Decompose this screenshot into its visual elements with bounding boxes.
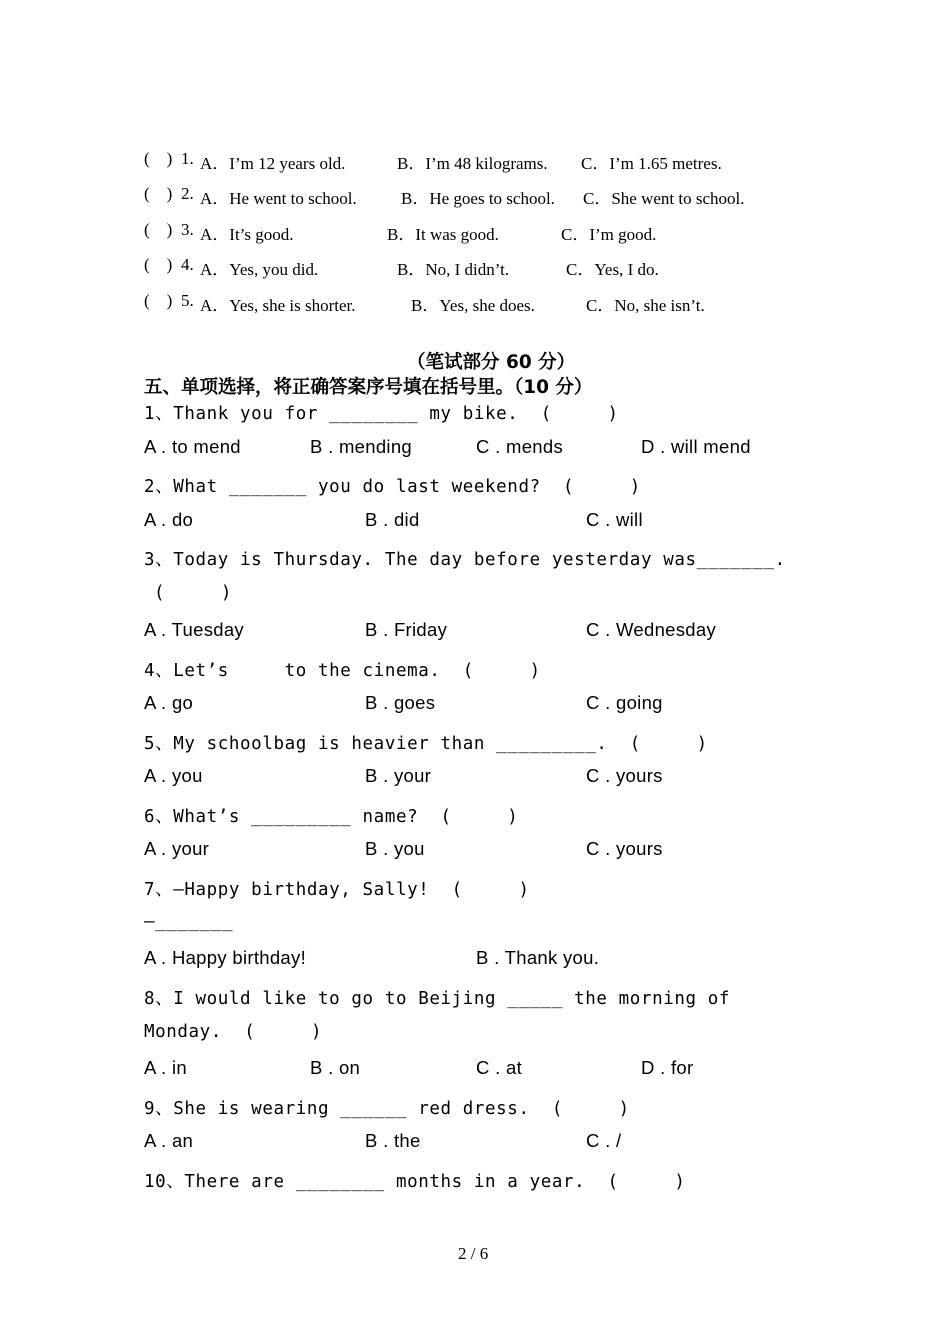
page-number: 2 / 6 [458, 1244, 489, 1263]
question-10-stem: 10、There are ________ months in a year. ( ) [144, 1172, 686, 1192]
listening-q3-option-a: A．It’s good. [200, 225, 294, 244]
question-2-option-c: C . will [586, 509, 643, 530]
listening-q5-option-b: B．Yes, she does. [411, 296, 535, 315]
question-7-option-b: B . Thank you. [476, 947, 600, 968]
question-5-option-b: B . your [365, 765, 432, 786]
listening-q1-option-b: B．I’m 48 kilograms. [397, 154, 548, 173]
question-3-option-b: B . Friday [365, 619, 448, 640]
question-8-option-c: C . at [476, 1057, 523, 1078]
question-2-option-b: B . did [365, 509, 420, 530]
question-8-option-a: A . in [144, 1057, 187, 1078]
question-4-stem: 4、Let’s to the cinema. ( ) [144, 661, 541, 681]
listening-q2-number: 2. [181, 184, 194, 203]
question-8-option-d: D . for [641, 1057, 694, 1078]
question-6-option-b: B . you [365, 838, 425, 859]
listening-q1-option-a: A．I’m 12 years old. [200, 154, 346, 173]
question-8-option-b: B . on [310, 1057, 361, 1078]
listening-q1-option-c: C．I’m 1.65 metres. [581, 154, 722, 173]
listening-q1-number: 1. [181, 149, 194, 168]
question-5-option-a: A . you [144, 765, 203, 786]
question-6-option-c: C . yours [586, 838, 663, 859]
question-9-option-a: A . an [144, 1130, 194, 1151]
question-1-option-b: B . mending [310, 436, 413, 457]
question-2-option-a: A . do [144, 509, 194, 530]
question-9-option-b: B . the [365, 1130, 421, 1151]
listening-q2-option-c: C．She went to school. [583, 189, 745, 208]
question-7-reply-blank[interactable]: —_______ [144, 912, 234, 932]
question-4-option-b: B . goes [365, 692, 436, 713]
listening-q4-option-b: B．No, I didn’t. [397, 260, 510, 279]
listening-q3-option-b: B．It was good. [387, 225, 499, 244]
listening-q3-option-c: C．I’m good. [561, 225, 657, 244]
question-6-option-a: A . your [144, 838, 210, 859]
question-7-stem: 7、—Happy birthday, Sally! ( ) [144, 880, 530, 900]
question-5-option-c: C . yours [586, 765, 663, 786]
listening-q4-option-a: A．Yes, you did. [200, 260, 319, 279]
section-5-title: 五、单项选择，将正确答案序号填在括号里。（10 分） [144, 377, 593, 398]
question-3-option-c: C . Wednesday [586, 619, 717, 640]
question-6-stem: 6、What’s _________ name? ( ) [144, 807, 519, 827]
listening-q5-paren[interactable]: ( ) [144, 291, 173, 310]
listening-q5-option-c: C．No, she isn’t. [586, 296, 705, 315]
question-1-option-c: C . mends [476, 436, 564, 457]
question-8-stem-cont: Monday. ( ) [144, 1022, 323, 1042]
listening-q5-number: 5. [181, 291, 194, 310]
listening-q2-paren[interactable]: ( ) [144, 184, 173, 203]
question-1-stem: 1、Thank you for ________ my bike. ( ) [144, 404, 619, 424]
listening-q4-paren[interactable]: ( ) [144, 255, 173, 274]
listening-q3-paren[interactable]: ( ) [144, 220, 173, 239]
question-3-stem: 3、Today is Thursday. The day before yesterday was_______. [144, 550, 786, 570]
listening-q4-number: 4. [181, 255, 194, 274]
question-1-option-d: D . will mend [641, 436, 751, 457]
question-7-option-a: A . Happy birthday! [144, 947, 307, 968]
listening-q2-option-b: B．He goes to school. [401, 189, 555, 208]
question-4-option-a: A . go [144, 692, 194, 713]
listening-q1-paren[interactable]: ( ) [144, 149, 173, 168]
listening-q3-number: 3. [181, 220, 194, 239]
question-2-stem: 2、What _______ you do last weekend? ( ) [144, 477, 641, 497]
listening-q4-option-c: C．Yes, I do. [566, 260, 659, 279]
question-8-stem: 8、I would like to go to Beijing _____ the morning of [144, 989, 731, 1009]
question-5-stem: 5、My schoolbag is heavier than _________. ( ) [144, 734, 708, 754]
question-3-option-a: A . Tuesday [144, 619, 244, 640]
question-1-option-a: A . to mend [144, 436, 241, 457]
listening-q5-option-a: A．Yes, she is shorter. [200, 296, 356, 315]
question-9-stem: 9、She is wearing ______ red dress. ( ) [144, 1099, 630, 1119]
question-9-option-c: C . / [586, 1130, 622, 1151]
written-part-title: （笔试部分 60 分） [407, 352, 576, 373]
listening-q2-option-a: A．He went to school. [200, 189, 357, 208]
question-3-answer-paren[interactable]: ( ) [154, 583, 232, 603]
question-4-option-c: C . going [586, 692, 663, 713]
